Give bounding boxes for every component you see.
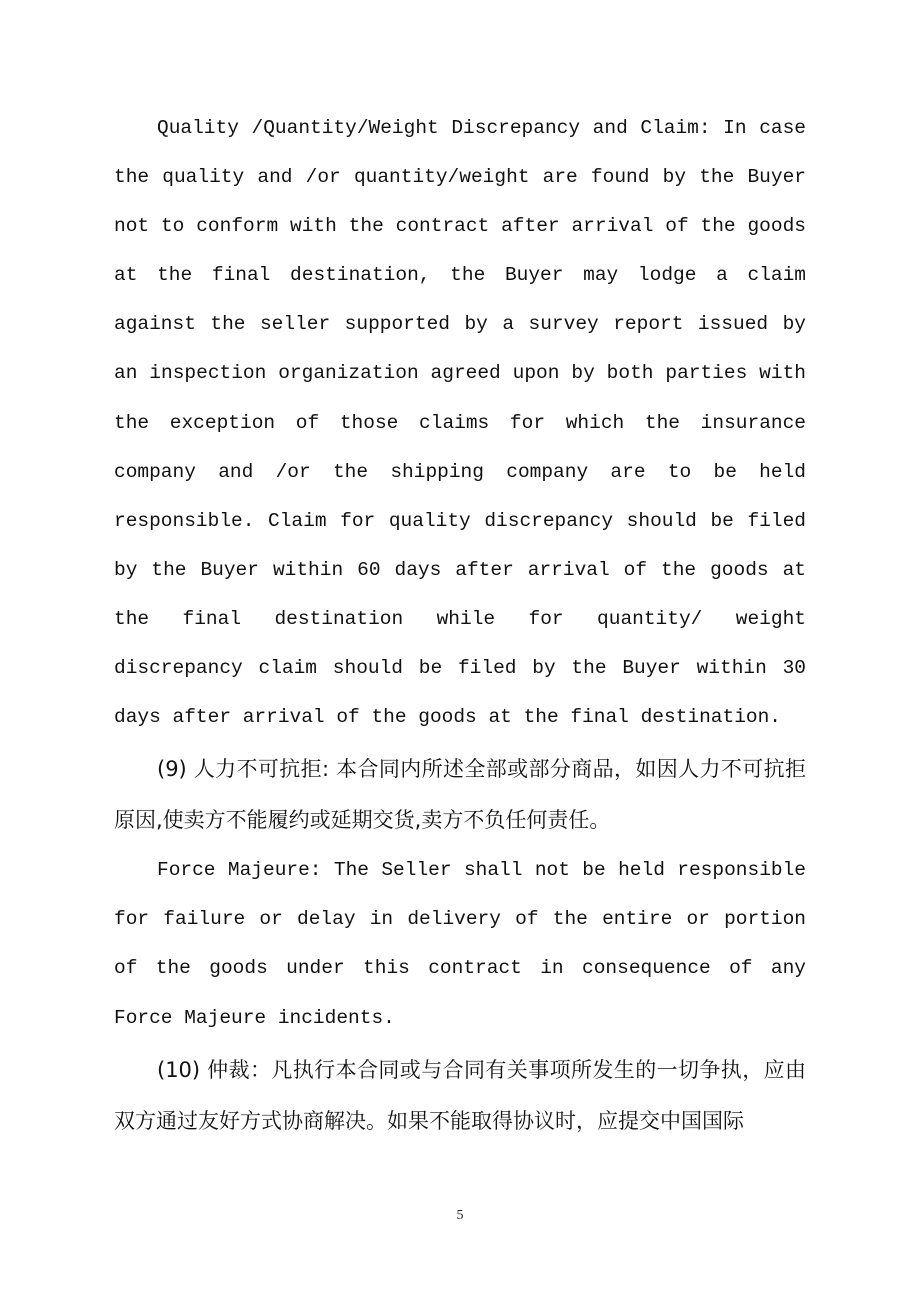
arbitration-clause-chinese: (10) 仲裁：凡执行本合同或与合同有关事项所发生的一切争执，应由双方通过友好方式协商解决。如果不能取得协议时，应提交中国国际 xyxy=(114,1057,806,1133)
force-majeure-clause-chinese: (9) 人力不可抗拒: 本合同内所述全部或部分商品，如因人力不可抗拒原因,使卖方不能履约或延期交货,卖方不负任何责任。 xyxy=(114,757,806,833)
page-content xyxy=(114,104,806,1147)
page-number: 5 xyxy=(456,1208,464,1223)
force-majeure-paragraph: Force Majeure: The Seller shall not be held responsible for failure or delay in delivery of the entire or portion of the goods under this contract in consequence of any Force Majeure incidents. xyxy=(114,859,806,1029)
quality-claim-paragraph: Quality /Quantity/Weight Discrepancy and Claim: In case the quality and /or quantity/weight are found by the Buyer not to conform with the contract after arrival of the goods at the final destination, the Buyer may lodge a claim against the seller supported by a survey report issued by an inspection organization agreed upon by both parties with the exception of those claims for which the insurance company and /or the shipping company are to be held responsible. Claim for quality discrepancy should be filed by the Buyer within 60 days after arrival of the goods at the final destination while for quantity/ weight discrepancy claim should be filed by the Buyer within 30 days after arrival of the goods at the final destination. xyxy=(114,117,806,729)
